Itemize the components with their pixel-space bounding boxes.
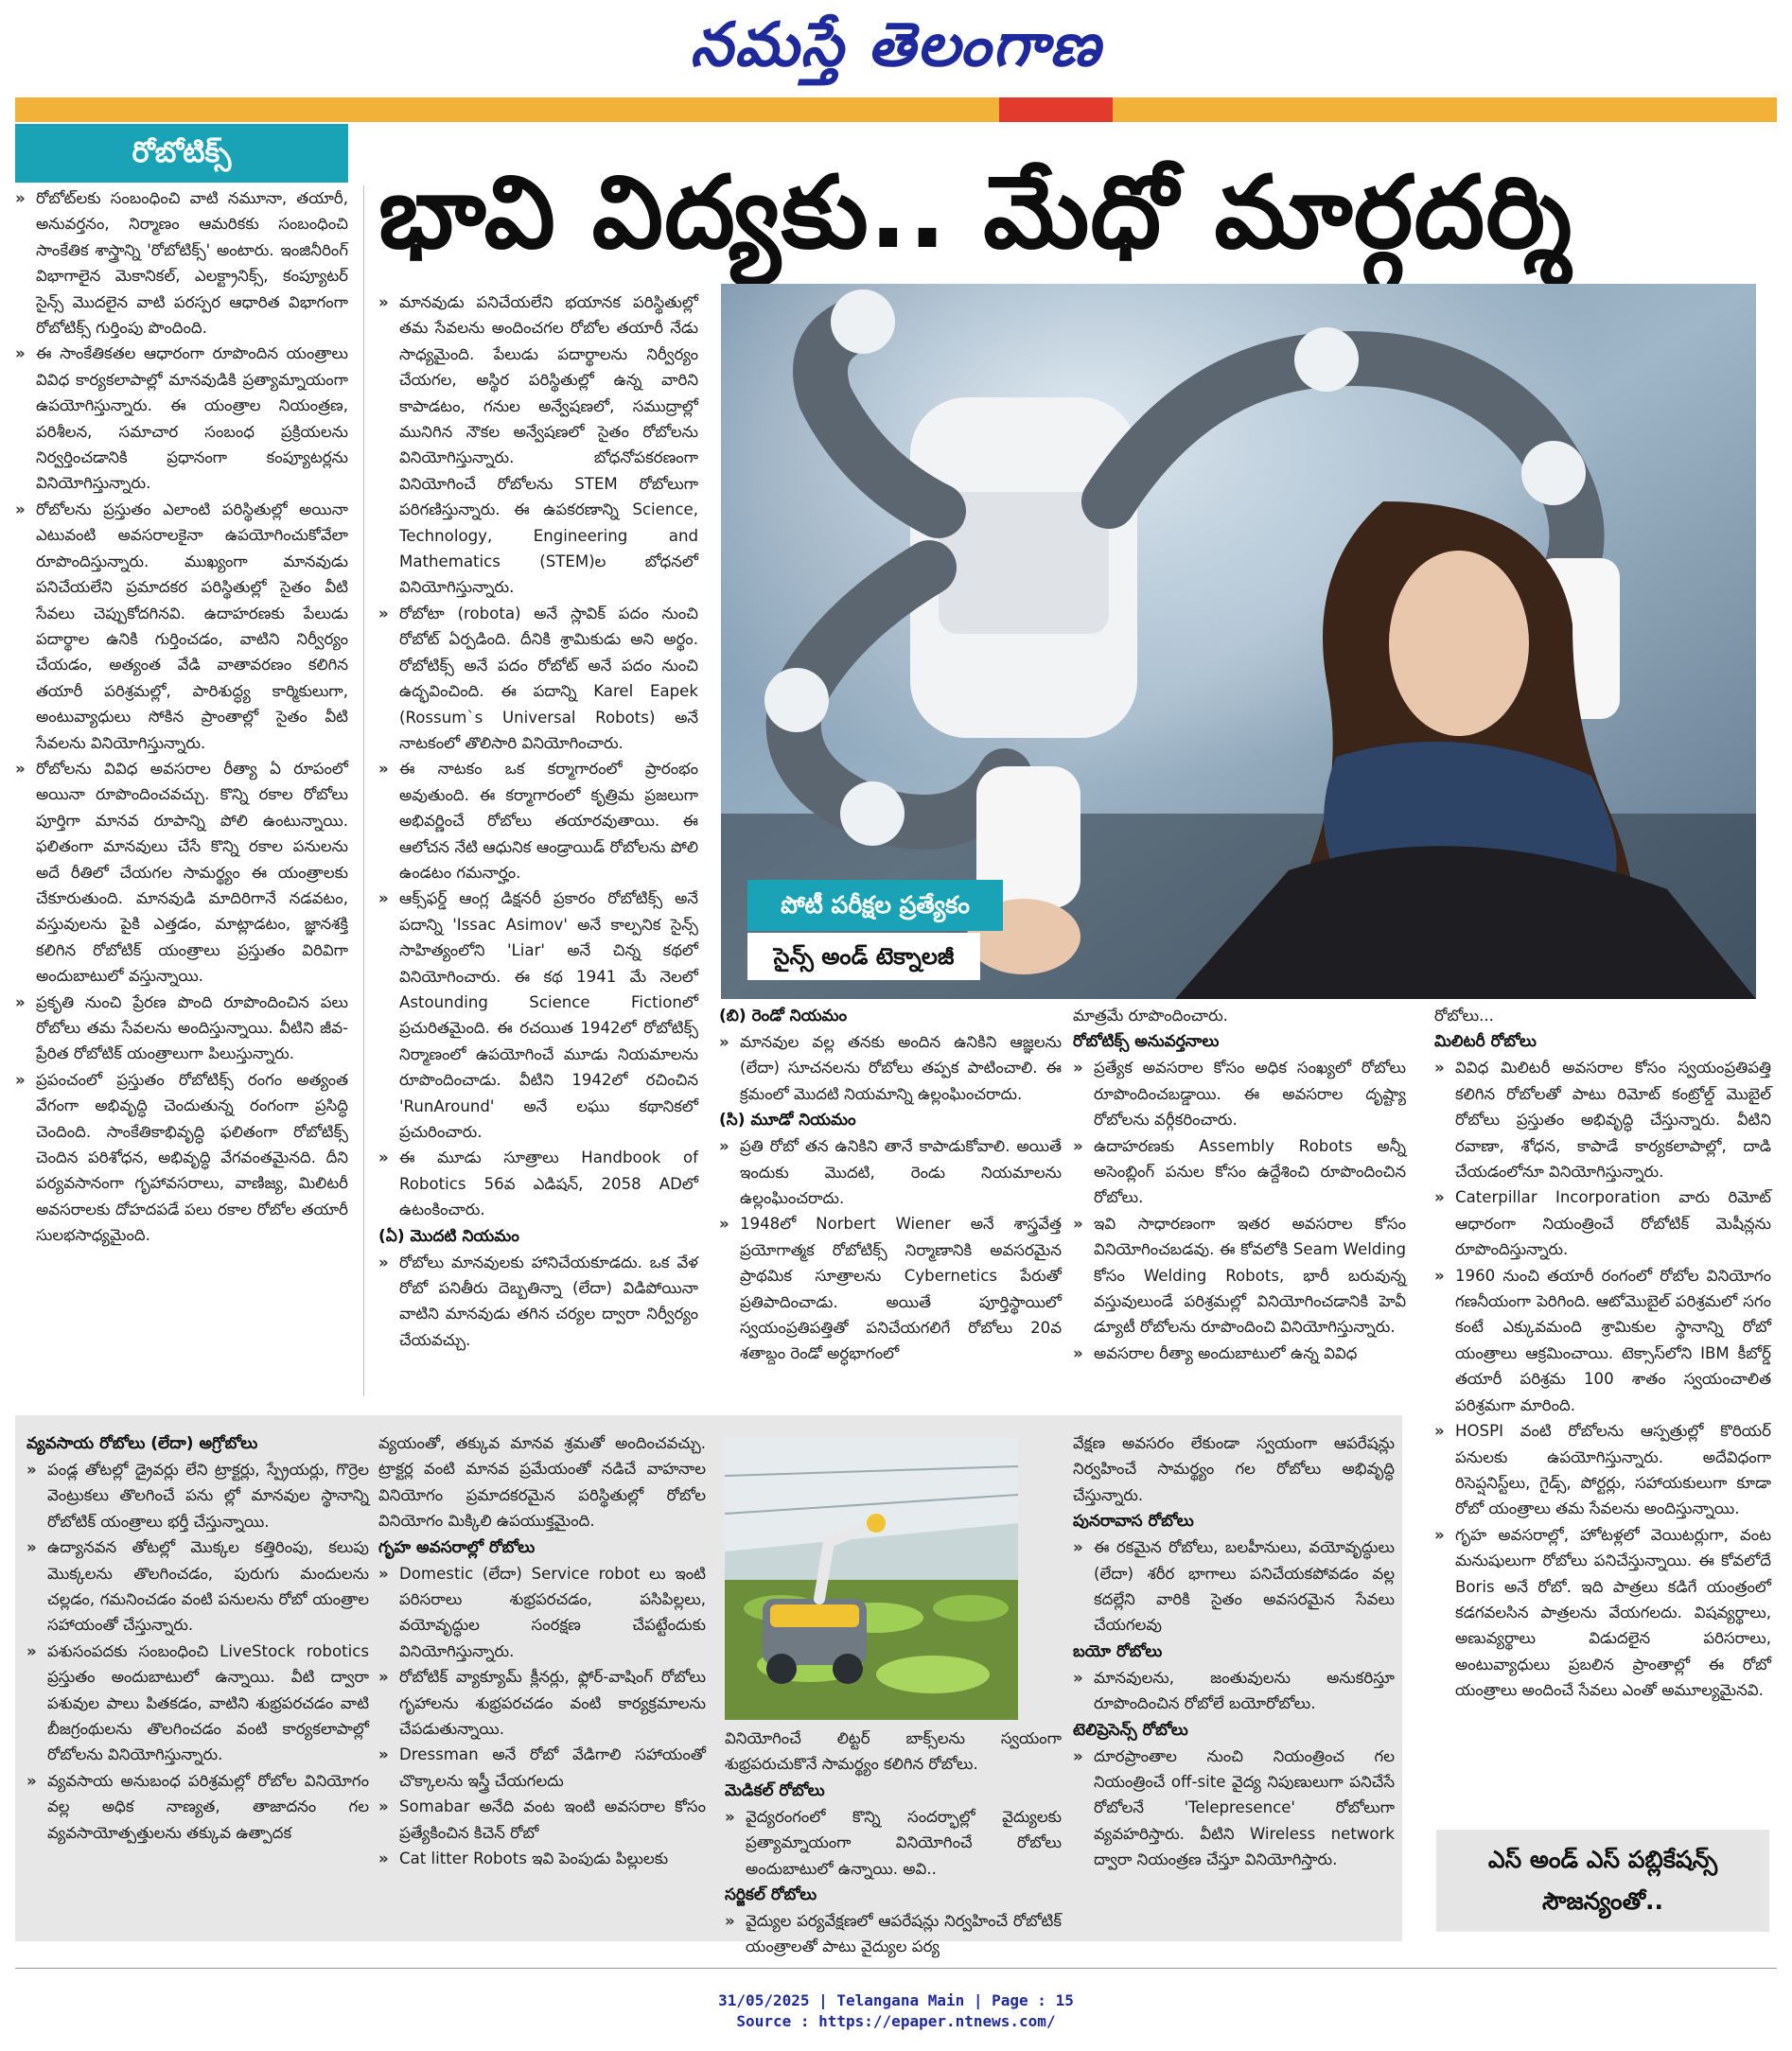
- top-bar-middle: [999, 97, 1113, 122]
- subheading: వ్యవసాయ రోబోలు (లేదా) అగ్రోబోలు: [26, 1434, 258, 1453]
- top-bar-left: [15, 97, 999, 122]
- paragraph: » రోబోలను వివిధ అవసరాల రీత్యా ఏ రూపంలో అయినా రూపొందించవచ్చు. కొన్ని రకాల రోబోలు పూర్తిగా మానవ రూపాన్ని పోలి ఉంటున్నాయి. ఫలితంగా మానవులు చేసే కొన్ని రకాల పనులను అదే రీతిలో చేయగల సామర్థ్యం ఈ యంత్రాలకు చేకూరుతుంది. మానవుడి మాదిరిగానే నడవటం, వస్తువులను పైకి ఎత్తడం, మాట్లాడటం, జ్ఞానశక్తి కలిగిన రోబోటిక్ యంత్రాలు ప్రస్తుతం విరివిగా అందుబాటులో వస్తున్నాయి.: [15, 756, 348, 990]
- paragraph: వినియోగించే లిట్టర్ బాక్స్‌లను స్వయంగా శుభ్రపరుచుకొనే సామర్థ్యం కలిగిన రోబోలు.: [725, 1729, 1062, 1774]
- footer-edition-info: 31/05/2025 | Telangana Main | Page : 15: [718, 1991, 1074, 2009]
- paragraph: » ఉదాహరణకు Assembly Robots అన్నీ అసెంబ్లింగ్ పనుల కోసం ఉద్దేశించి రూపొందించిన రోబోలు.: [1073, 1133, 1406, 1211]
- paragraph: రోబోలు...: [1434, 1007, 1494, 1025]
- paragraph: » ప్రతి రోబో తన ఉనికిని తానే కాపాడుకోవాలి. అయితే ఇందుకు మొదటి, రెండు నియమాలను ఉల్లంఘించరాదు.: [719, 1133, 1062, 1211]
- subheading: గృహ అవసరాల్లో రోబోలు: [378, 1537, 536, 1557]
- subheading: మెడికల్ రోబోలు: [725, 1780, 825, 1800]
- law-heading: (బి) రెండో నియమం: [719, 1007, 848, 1026]
- subheading: మిలిటరీ రోబోలు: [1434, 1032, 1537, 1052]
- article-column-4: [1073, 1003, 1406, 1366]
- subheading: బయో రోబోలు: [1073, 1641, 1163, 1661]
- footer-rule: [15, 1968, 1777, 1969]
- paragraph: » గృహ అవసరాల్లో, హోటళ్లలో వెయిటర్లుగా, వంట మనుషులుగా రోబోలు పనిచేస్తున్నాయి. ఈ కోవలోదే Boris అనే రోబో. ఇది పాత్రలు కడిగే యంత్రంలో కడగవలసిన పాత్రలను వేయగలదు. విషవ్యర్థాలు, అణువ్యర్థాలు విడుదలైన పరిసరాలు, అంటువ్యాధులు ప్రబలిన ప్రాంతాల్లో ఈ రోబో యంత్రాలు అందించే సేవలు ఎంతో అమూల్యమైనవి.: [1434, 1522, 1771, 1704]
- paragraph: » మానవుల వల్ల తనకు అందిన ఉనికిని ఆజ్ఞలను (లేదా) సూచనలను రోబోలు తప్పక పాటించాలి. ఈ క్రమంలో మొదటి నియమాన్ని ఉల్లంఘించరాదు.: [719, 1029, 1062, 1107]
- paragraph: » రోబోట్‌లకు సంబంధించి వాటి నమూనా, తయారీ, అనువర్తనం, నిర్మాణం ఆమరికకు సంబంధించి సాంకేతిక శాస్త్రాన్ని 'రోబోటిక్స్' అంటారు. ఇంజినీరింగ్ విభాగాలైన మెకానికల్, ఎలక్ట్రానిక్స్, కంప్యూటర్ సైన్స్ మొదలైన వాటి పరస్పర ఆధారిత విభాగంగా రోబోటిక్స్ గుర్తింపు పొందింది.: [15, 185, 348, 341]
- paragraph: » ఆక్స్‌ఫర్డ్ ఆంగ్ల డిక్షనరీ ప్రకారం రోబోటిక్స్ అనే పదాన్ని 'Issac Asimov' అనే కాల్పనిక సైన్స్ సాహిత్యంలోని 'Liar' అనే చిన్న కథలో వినియోగించారు. ఈ కథ 1941 మే నెలలో Astounding Science Fictionలో ప్రచురితమైంది. ఈ రచయిత 1942లో రోబోటిక్స్ నిర్మాణంలో ఉపయోగించే మూడు నియమాలను రూపొందించాడు. వీటిని 1942లో రచించిన 'RunAround' అనే లఘు కథానికలో ప్రచురించారు.: [378, 885, 698, 1145]
- paragraph: » మానవుడు పనిచేయలేని భయానక పరిస్థితుల్లో తమ సేవలను అందించగల రోబోల తయారీ నేడు సాధ్యమైంది. పేలుడు పదార్థాలను నిర్వీర్యం చేయగల, అస్థిర పరిస్థితుల్లో ఉన్న వారిని కాపాడటం, గనుల అన్వేషణలో, సముద్రాల్లో మునిగిన నౌకల అన్వేషణలో సైతం రోబోలను వినియోగిస్తున్నారు. బోధనోపకరణంగా వినియోగించే రోబోలను STEM రోబోలుగా పరిగణిస్తున్నారు. ఈ ఉపకరణాన్ని Science, Technology, Engineering and Mathematics (STEM)ల బోధనలో వినియోగిస్తున్నారు.: [378, 289, 698, 601]
- paragraph: » వైద్యరంగంలో కొన్ని సందర్భాల్లో వైద్యులకు ప్రత్యామ్నాయంగా వినియోగించే రోబోలు అందుబాటులో ఉన్నాయి. అవి..: [725, 1804, 1062, 1882]
- paragraph: » 1948లో Norbert Wiener అనే శాస్త్రవేత్త ప్రయోగాత్మక రోబోటిక్స్ నిర్మాణానికి అవసరమైన ప్రాథమిక సూత్రాలను Cybernetics పేరుతో ప్రతిపాదించాడు. అయితే పూర్తిస్థాయిలో స్వయంప్రతిపత్తితో పనిచేయగలిగే రోబోలు 20వ శతాబ్దం రెండో అర్ధభాగంలో: [719, 1211, 1062, 1366]
- paragraph: » ప్రకృతి నుంచి ప్రేరణ పొంది రూపొందించిన పలు రోబోలు తమ సేవలను అందిస్తున్నాయి. వీటిని జీవ-ప్రేరిత రోబోటిక్ యంత్రాలుగా పిలుస్తున్నారు.: [15, 990, 348, 1067]
- paragraph: » అవసరాల రీత్యా అందుబాటులో ఉన్న వివిధ: [1073, 1341, 1406, 1366]
- paragraph: » 1960 నుంచి తయారీ రంగంలో రోబోల వినియోగం గణనీయంగా పెరిగింది. ఆటోమొబైల్ పరిశ్రమలో సగం కంటే ఎక్కువమంది శ్రామికుల స్థానాన్ని రోబో యంత్రాలు ఆక్రమించాయి. టెక్సాస్‌లోని IBM కీబోర్డ్ తయారీ పరిశ్రమ 100 శాతం స్వయంచాలిత పరిశ్రమగా మారింది.: [1434, 1263, 1771, 1418]
- paragraph: » ఈ సాంకేతికతల ఆధారంగా రూపొందిన యంత్రాలు వివిధ కార్యకలాపాల్లో మానవుడికి ప్రత్యామ్నాయంగా ఉపయోగిస్తున్నారు. ఈ యంత్రాల నియంత్రణ, పరిశీలన, సమాచార సంబంధ ప్రక్రియలను నిర్వర్తించడానికి ప్రధానంగా కంప్యూటర్లను వినియోగిస్తున్నారు.: [15, 341, 348, 496]
- paragraph: » Somabar అనేది వంట ఇంటి అవసరాల కోసం ప్రత్యేకించిన కిచెన్ రోబో: [378, 1794, 706, 1846]
- paragraph: » ఉద్యానవన తోటల్లో మొక్కల కత్తిరింపు, కలుపు మొక్కలను తొలగించడం, పురుగు మందులను చల్లడం, గమనించడం వంటి పనులను రోబో యంత్రాల సహాయంతో చేస్తున్నారు.: [26, 1534, 369, 1639]
- paragraph: » Caterpillar Incorporation వారు రిమోట్ ఆధారంగా నియంత్రించే రోబోటిక్ మెషీన్లను రూపొందిస్తున్నారు.: [1434, 1184, 1771, 1262]
- decorative-top-bar: [15, 97, 1777, 122]
- science-tech-ribbon: సైన్స్ అండ్ టెక్నాలజీ: [747, 933, 980, 980]
- credit-line-2: సౌజన్యంతో..: [1542, 1887, 1663, 1915]
- paragraph: » ఈ రకమైన రోబోలు, బలహీనులు, వయోవృద్ధులు (లేదా) శరీర భాగాలు పనిచేయకపోవడం వల్ల కదల్లేని వారికి సైతం అవసరమైన సేవలు చేయగలవు: [1073, 1534, 1395, 1639]
- special-edition-ribbon: పోటీ పరీక్షల ప్రత్యేకం: [747, 880, 1003, 931]
- box-column-3: [725, 1726, 1062, 1960]
- article-column-1: [15, 185, 348, 1249]
- paragraph: » HOSPI వంటి రోబోలను ఆస్పత్రుల్లో కొరియర్ పనులకు ఉపయోగిస్తున్నారు. అదేవిధంగా రిసెప్షనిస్ట్‌లు, గైడ్స్, పోర్టర్లు, సహాయకులుగా కూడా రోబో యంత్రాలు తమ సేవలను అందిస్తున్నాయి.: [1434, 1418, 1771, 1522]
- paragraph: » ఇవి సాధారణంగా ఇతర అవసరాల కోసం వినియోగించబడవు. ఈ కోవలోకి Seam Welding కోసం Welding Robots, భారీ బరువున్న వస్తువులుండే పరిశ్రమల్లో వినియోగించడానికి హెవీ డ్యూటీ రోబోలను రూపొందించి వినియోగిస్తున్నారు.: [1073, 1211, 1406, 1341]
- paragraph: » Cat litter Robots ఇవి పెంపుడు పిల్లులకు: [378, 1846, 706, 1871]
- paragraph: » Dressman అనే రోబో వేడిగాలి సహాయంతో చొక్కాలను ఇస్త్రీ చేయగలదు: [378, 1742, 706, 1794]
- law-heading: (ఏ) మొదటి నియమం: [378, 1226, 519, 1246]
- greenhouse-robot-photo: [725, 1438, 1018, 1720]
- box-column-4: [1073, 1430, 1395, 1873]
- paragraph: » రోబోటా (robota) అనే స్లావిక్ పదం నుంచి రోబోట్ ఏర్పడింది. దీనికి శ్రామికుడు అని అర్థం. రోబోటిక్స్ అనే పదం రోబోట్ అనే పదం నుంచి ఉద్భవించింది. ఈ పదాన్ని Karel Eapek (Rossum`s Universal Robots) అనే నాటకంలో తొలిసారి వినియోగించారు.: [378, 601, 698, 756]
- paragraph: వేక్షణ అవసరం లేకుండా స్వయంగా ఆపరేషన్లు నిర్వహించే సామర్థ్యం గల రోబోలు అభివృద్ధి చేస్తున్నారు.: [1073, 1434, 1395, 1504]
- newspaper-name: నమస్తే తెలంగాణ: [690, 9, 1102, 80]
- box-column-2: [378, 1430, 706, 1872]
- paragraph: » రోబోలు మానవులకు హానిచేయకూడదు. ఒక వేళ రోబో పనితీరు దెబ్బతిన్నా (లేదా) విడిపోయినా వాటిని మానవుడు తగిన చర్యల ద్వారా నిర్వీర్యం చేయవచ్చు.: [378, 1250, 698, 1354]
- paragraph: » వివిధ మిలిటరీ అవసరాల కోసం స్వయంప్రతిపత్తి కలిగిన రోబోలతో పాటు రిమోట్ కంట్రోల్డ్ మొబైల్ రోబోలు ప్రస్తుతం అభివృద్ధి చేస్తున్నారు. వీటిని రవాణా, శోధన, కాపాడే కార్యకలాపాల్లో, దాడి చేయడంలోనూ వినియోగిస్తున్నారు.: [1434, 1055, 1771, 1184]
- subheading: రోబోటిక్స్ అనువర్తనాలు: [1073, 1032, 1220, 1052]
- paragraph: » పండ్ల తోటల్లో డ్రైవర్లు లేని ట్రాక్టర్లు, స్ప్రేయర్లు, గొర్రెల వెంట్రుకలు తొలగించే పను ల్లో మానవుల స్థానాన్ని రోబోటిక్ యంత్రాలు భర్తీ చేస్తున్నాయి.: [26, 1457, 369, 1534]
- subheading: టెలిప్రెసెన్స్ రోబోలు: [1073, 1720, 1188, 1740]
- paragraph: వ్యయంతో, తక్కువ మానవ శ్రమతో అందించవచ్చు. ట్రాక్టర్ల వంటి మానవ ప్రమేయంతో నడిచే వాహనాల వినియోగం ప్రమాదకరమైన పరిస్థితుల్లో రోబోల వినియోగం మిక్కిలి ఉపయుక్తమైంది.: [378, 1434, 706, 1531]
- paragraph: » రోబోటిక్ వ్యాక్యూమ్ క్లీనర్లు, ఫ్లోర్-వాషింగ్ రోబోలు గృహాలను శుభ్రపరచడం వంటి కార్యక్రమాలను చేపడుతున్నాయి.: [378, 1664, 706, 1742]
- subheading: పునరావాస రోబోలు: [1073, 1512, 1194, 1532]
- credit-line-1: ఎస్ అండ్ ఎస్ పబ్లికేషన్స్: [1487, 1846, 1718, 1873]
- paragraph: » Domestic (లేదా) Service robot లు ఇంటి పరిసరాలు శుభ్రపరచడం, పసిపిల్లలు, వయోవృద్ధుల సంరక్షణ చేపట్టేందుకు వినియోగిస్తున్నారు.: [378, 1561, 706, 1665]
- paragraph: » ఈ నాటకం ఒక కర్మాగారంలో ప్రారంభం అవుతుంది. ఈ కర్మాగారంలో కృత్రిమ ప్రజలుగా అభివర్ణించే రోబోలు తయారవుతాయి. ఈ ఆలోచన నేటి ఆధునిక ఆండ్రాయిడ్ రోబోలను పోలి ఉండటం గమనార్హం.: [378, 756, 698, 885]
- paragraph: » ఈ మూడు సూత్రాలు Handbook of Robotics 56వ ఎడిషన్, 2058 ADలో ఉటంకించారు.: [378, 1145, 698, 1222]
- paragraph: » రోబోలను ప్రస్తుతం ఎలాంటి పరిస్థితుల్లో అయినా ఎటువంటి అవసరాలకైనా ఉపయోగించుకోవేలా రూపొందిస్తున్నారు. ముఖ్యంగా మానవుడు పనిచేయలేని ప్రమాదకర పరిస్థితుల్లో సైతం వీటి సేవలు చెప్పుకోదగినవి. ఉదాహరణకు పేలుడు పదార్థాల ఉనికి గుర్తించడం, వాటిని నిర్వీర్యం చేయడం, అత్యంత వేడి వాతావరణం కలిగిన తయారీ పరిశ్రమల్లో, పారిశుద్ధ్య కార్మికులుగా, అంటువ్యాధులు సోకిన ప్రాంతాల్లో సైతం వీటి సేవలను వినియోగిస్తున్నారు.: [15, 497, 348, 756]
- paragraph: » వైద్యుల పర్యవేక్షణలో ఆపరేషన్లు నిర్వహించే రోబోటిక్ యంత్రాలతో పాటు వైద్యుల పర్య: [725, 1908, 1062, 1960]
- subheading: సర్జికల్ రోబోలు: [725, 1885, 817, 1905]
- publisher-credit: [1436, 1830, 1769, 1932]
- headline: భావి విద్యకు.. మేధో మార్గదర్శి: [378, 154, 1573, 271]
- article-column-3: [719, 1003, 1062, 1367]
- article-column-2: [378, 289, 698, 1353]
- footer-source-link[interactable]: Source : https://epaper.ntnews.com/: [736, 2012, 1056, 2030]
- paragraph: » ప్రత్యేక అవసరాల కోసం అధిక సంఖ్యలో రోబోలు రూపొందించబడ్డాయి. ఈ అవసరాల దృష్ట్యా రోబోలను వర్గీకరించారు.: [1073, 1055, 1406, 1132]
- top-bar-right: [1113, 97, 1777, 122]
- masthead: [0, 0, 1792, 91]
- paragraph: » ప్రపంచంలో ప్రస్తుతం రోబోటిక్స్ రంగం అత్యంత వేగంగా అభివృద్ధి చెందుతున్న రంగంగా ప్రసిద్ధి చెందింది. సాంకేతికాభివృద్ధి ఫలితంగా రోబోటిక్స్ చెందిన పరిశోధన, అభివృద్ధి వేగవంతమైనది. దీని పర్యవసానంగా గృహావసరాలు, వాణిజ్య, మిలిటరీ అవసరాలకు దోహదపడే పలు రకాల రోబోల తయారీ సులభసాధ్యమైంది.: [15, 1067, 348, 1249]
- paragraph: » మానవులను, జంతువులను అనుకరిస్తూ రూపొందించిన రోబోలే బయోరోబోలు.: [1073, 1665, 1395, 1717]
- section-tag: రోబోటిక్స్: [15, 124, 348, 183]
- law-heading: (సి) మూడో నియమం: [719, 1111, 856, 1131]
- paragraph: మాత్రమే రూపొందించారు.: [1073, 1007, 1228, 1025]
- column-divider: [363, 185, 364, 1396]
- article-column-5: [1434, 1003, 1771, 1704]
- paragraph: » వ్యవసాయ అనుబంధ పరిశ్రమల్లో రోబోల వినియోగం వల్ల అధిక నాణ్యత, తాజాదనం గల వ్యవసాయోత్పత్తులను తక్కువ ఉత్పాదక: [26, 1768, 369, 1846]
- paragraph: » దూరప్రాంతాల నుంచి నియంత్రించ గల నియంత్రించే off-site వైద్య నిపుణులుగా పనిచేసే రోబోలనే 'Telepresence' రోబోలుగా వ్యవహరిస్తారు. వీటిని Wireless network ద్వారా నియంత్రణ చేస్తూ వినియోగిస్తారు.: [1073, 1744, 1395, 1873]
- greenhouse-illustration: [725, 1438, 1018, 1720]
- page-footer: [0, 1990, 1792, 2032]
- paragraph: » పశుసంపదకు సంబంధించి LiveStock robotics ప్రస్తుతం అందుబాటులో ఉన్నాయి. వీటి ద్వారా పశువుల పాలు పితకడం, వాటిని శుభ్రపరచడం వాటి బీజగ్రంథులను తొలగించడం వంటి కార్యకలాపాల్లో రోబోలను వినియోగిస్తున్నారు.: [26, 1639, 369, 1768]
- box-column-1: [26, 1430, 369, 1846]
